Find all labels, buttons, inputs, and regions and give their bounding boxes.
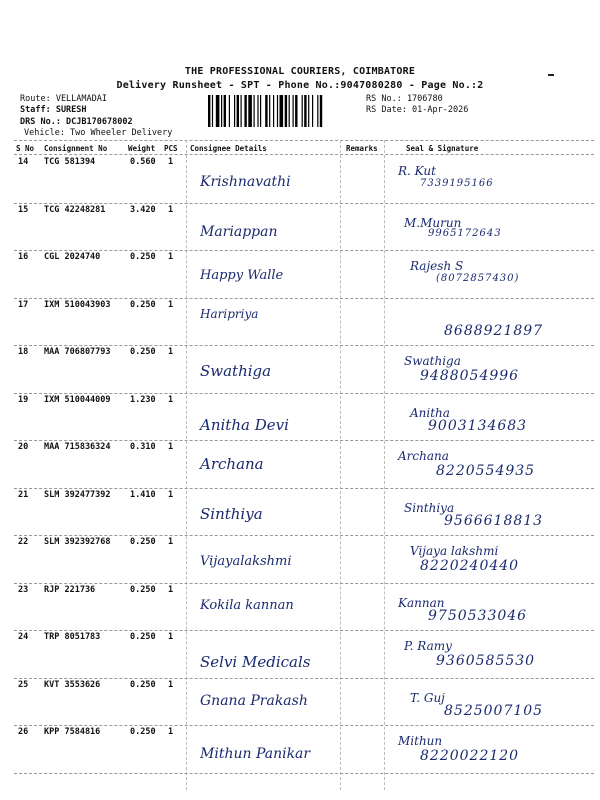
consignment-number: RJP 221736 [44,584,96,595]
signature-handwriting: Mithun [398,734,443,748]
pieces-count: 1 [168,442,174,452]
consignment-number: MAA 706807793 [44,347,111,357]
weight-value: 0.250 [130,679,156,690]
scan-speck [548,74,554,76]
signature-handwriting: R. Kut [398,164,436,178]
consignee-handwriting: Selvi Medicals [200,653,311,671]
phone-handwriting: (8072857430) [436,273,520,284]
phone-handwriting: 7339195166 [420,178,494,189]
consignee-handwriting: Kokila kannan [200,597,294,613]
weight-value: 0.310 [130,442,156,452]
signature-handwriting: M.Murun [404,215,462,230]
consignee-handwriting: Anitha Devi [200,415,289,434]
consignee-handwriting: Happy Walle [200,268,284,283]
consignment-number: KPP 7584816 [44,727,101,737]
consignment-number: IXM 510044009 [44,394,111,405]
signature-handwriting: Vijaya lakshmi [410,544,499,558]
signature-handwriting: Rajesh S [410,259,464,273]
col-header-remarks: Remarks [346,144,378,153]
weight-value: 0.250 [130,727,156,737]
phone-handwriting: 8525007105 [444,702,544,719]
serial-number: 17 [18,299,29,310]
serial-number: 23 [18,584,29,595]
consignment-number: IXM 510043903 [44,299,111,310]
phone-handwriting: 8220240440 [420,558,520,574]
pieces-count: 1 [168,727,174,737]
consignment-number: TCG 581394 [44,157,96,167]
phone-handwriting: 8688921897 [444,322,544,339]
phone-handwriting: 9003134683 [428,417,528,434]
pieces-count: 1 [168,157,174,167]
weight-value: 0.560 [130,157,156,167]
runsheet-subtitle: Delivery Runsheet - SPT - Phone No.:9047080280 - Page No.:2 [116,80,484,91]
serial-number: 22 [18,537,29,547]
serial-number: 25 [18,679,29,690]
signature-handwriting: Kannan [398,595,445,610]
phone-handwriting: 9360585530 [436,653,536,669]
consignee-handwriting: Archana [200,455,264,473]
row-divider [14,773,594,774]
pieces-count: 1 [168,632,174,642]
consignment-number: KVT 3553626 [44,679,101,690]
consignment-number: CGL 2024740 [44,252,101,262]
signature-handwriting: Archana [398,449,449,463]
consignee-handwriting: Sinthiya [200,504,263,523]
consignee-handwriting: Haripriya [200,306,259,321]
pieces-count: 1 [168,584,174,595]
consignment-number: MAA 715836324 [44,442,111,452]
pieces-count: 1 [168,537,174,547]
rs-number: RS No.: 1706780 [366,94,443,104]
table-top-rule [14,140,594,141]
company-title: THE PROFESSIONAL COURIERS, COIMBATORE [184,66,416,77]
serial-number: 24 [18,632,29,642]
serial-number: 16 [18,252,29,262]
serial-number: 20 [18,442,29,452]
consignee-handwriting: Mithun Panikar [200,746,311,762]
barcode-image [208,95,360,127]
phone-handwriting: 9488054996 [420,368,520,384]
signature-handwriting: T. Guj [410,690,445,705]
weight-value: 1.230 [130,394,156,405]
table-row [14,156,594,204]
consignment-number: SLM 392392768 [44,537,111,547]
col-header-pcs: PCS [164,144,178,153]
serial-number: 14 [18,157,29,167]
phone-handwriting: 9750533046 [428,607,528,624]
vehicle-label: Vehicle: Two Wheeler Delivery [24,128,173,138]
signature-handwriting: Anitha [410,405,450,420]
pieces-count: 1 [168,252,174,262]
consignee-handwriting: Krishnavathi [200,174,291,190]
phone-handwriting: 8220022120 [420,748,520,764]
pieces-count: 1 [168,679,174,690]
weight-value: 0.250 [130,299,156,310]
col-header-consignee: Consignee Details [190,144,267,153]
serial-number: 19 [18,394,29,405]
signature-handwriting: Sinthiya [404,500,455,515]
weight-value: 0.250 [130,347,156,357]
phone-handwriting: 9965172643 [428,227,502,239]
weight-value: 0.250 [130,537,156,547]
weight-value: 3.420 [130,204,156,215]
consignee-handwriting: Mariappan [200,223,278,240]
pieces-count: 1 [168,204,174,215]
drs-number: DRS No.: DCJB170678002 [20,117,133,127]
consignment-number: SLM 392477392 [44,489,111,500]
table-header-rule [14,154,594,155]
rs-date: RS Date: 01-Apr-2026 [366,105,469,115]
phone-handwriting: 9566618813 [444,512,544,529]
col-header-weight: Weight [128,144,156,153]
consignment-number: TCG 42248281 [44,204,106,215]
consignee-handwriting: Swathiga [200,362,272,380]
signature-handwriting: Swathiga [404,354,461,368]
signature-handwriting: P. Ramy [404,639,452,653]
weight-value: 0.250 [130,632,156,642]
serial-number: 21 [18,489,29,500]
col-header-consignment: Consignment No [44,144,108,153]
route-label: Route: VELLAMADAI [20,94,107,104]
serial-number: 15 [18,204,29,215]
weight-value: 1.410 [130,489,156,500]
consignee-handwriting: Gnana Prakash [200,692,308,709]
pieces-count: 1 [168,347,174,357]
consignee-handwriting: Vijayalakshmi [200,554,292,569]
col-header-sno: S No [16,144,35,153]
weight-value: 0.250 [130,252,156,262]
pieces-count: 1 [168,394,174,405]
pieces-count: 1 [168,489,174,500]
consignment-number: TRP 8051783 [44,632,101,642]
staff-label: Staff: SURESH [20,105,87,115]
col-header-seal: Seal & Signature [406,144,479,153]
pieces-count: 1 [168,299,174,310]
weight-value: 0.250 [130,584,156,595]
phone-handwriting: 8220554935 [436,463,536,479]
serial-number: 18 [18,347,29,357]
serial-number: 26 [18,727,29,737]
